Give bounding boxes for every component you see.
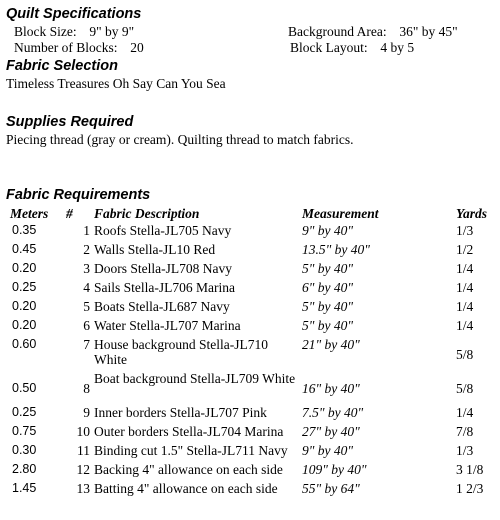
quilt-specifications-heading: Quilt Specifications bbox=[6, 6, 142, 22]
cell-number: 6 bbox=[83, 318, 90, 333]
cell-yards: 1/4 bbox=[456, 261, 474, 276]
cell-yards: 5/8 bbox=[456, 346, 474, 362]
table-row bbox=[6, 405, 494, 424]
table-header-row bbox=[6, 206, 494, 223]
fabric-selection-text: Timeless Treasures Oh Say Can You Sea bbox=[6, 76, 226, 91]
cell-yards: 1/2 bbox=[456, 242, 474, 257]
table-row bbox=[6, 280, 494, 299]
cell-number: 13 bbox=[76, 481, 90, 496]
cell-measurement: 5" by 40" bbox=[302, 318, 354, 333]
supplies-required-text: Piecing thread (gray or cream). Quilting thread to match fabrics. bbox=[6, 132, 354, 147]
cell-measurement: 27" by 40" bbox=[302, 424, 360, 439]
cell-measurement: 5" by 40" bbox=[302, 299, 354, 314]
cell-yards: 1/3 bbox=[456, 443, 474, 458]
cell-yards: 1/4 bbox=[456, 299, 474, 314]
cell-number: 8 bbox=[83, 380, 90, 396]
cell-fabric-description: Roofs Stella-JL705 Navy bbox=[94, 223, 232, 238]
cell-number: 11 bbox=[77, 443, 90, 458]
cell-measurement: 9" by 40" bbox=[302, 443, 354, 458]
cell-yards: 1/4 bbox=[456, 280, 474, 295]
block-layout-value: 4 by 5 bbox=[380, 40, 415, 55]
cell-fabric-description: Boats Stella-JL687 Navy bbox=[94, 299, 230, 314]
cell-measurement: 13.5" by 40" bbox=[302, 242, 370, 257]
cell-number: 7 bbox=[83, 337, 90, 352]
cell-meters: 0.20 bbox=[12, 299, 37, 313]
background-area-value: 36" by 45" bbox=[399, 24, 458, 39]
block-layout-label: Block Layout: bbox=[290, 40, 368, 55]
cell-measurement: 5" by 40" bbox=[302, 261, 354, 276]
cell-yards: 3 1/8 bbox=[456, 462, 484, 477]
cell-fabric-description: Sails Stella-JL706 Marina bbox=[94, 280, 235, 295]
cell-number: 3 bbox=[83, 261, 90, 276]
number-of-blocks-row bbox=[14, 40, 144, 56]
cell-fabric-description: Outer borders Stella-JL704 Marina bbox=[94, 424, 284, 439]
cell-measurement: 21" by 40" bbox=[302, 337, 360, 352]
block-size-label: Block Size: bbox=[14, 24, 77, 39]
column-header-measurement: Measurement bbox=[302, 206, 379, 221]
block-size-row bbox=[14, 24, 134, 40]
cell-meters: 0.20 bbox=[12, 318, 37, 332]
cell-yards: 1 2/3 bbox=[456, 481, 484, 496]
cell-yards: 7/8 bbox=[456, 424, 474, 439]
table-row bbox=[6, 318, 494, 337]
background-area-row bbox=[288, 24, 458, 40]
cell-meters: 0.45 bbox=[12, 242, 37, 256]
cell-fabric-description: Inner borders Stella-JL707 Pink bbox=[94, 405, 267, 420]
cell-number: 2 bbox=[83, 242, 90, 257]
cell-fabric-description: Batting 4" allowance on each side bbox=[94, 481, 278, 496]
number-of-blocks-value: 20 bbox=[130, 40, 144, 55]
cell-number: 5 bbox=[83, 299, 90, 314]
cell-meters: 0.75 bbox=[12, 424, 37, 438]
column-header-meters: Meters bbox=[10, 206, 49, 221]
cell-meters: 0.25 bbox=[12, 405, 37, 419]
cell-fabric-description: Boat background Stella-JL709 White bbox=[94, 371, 296, 386]
table-row bbox=[6, 371, 494, 405]
cell-fabric-description: Water Stella-JL707 Marina bbox=[94, 318, 241, 333]
cell-meters: 0.35 bbox=[12, 223, 37, 237]
cell-meters: 0.60 bbox=[12, 337, 37, 351]
cell-meters: 1.45 bbox=[12, 481, 37, 495]
table-row bbox=[6, 242, 494, 261]
cell-meters: 0.20 bbox=[12, 261, 37, 275]
cell-fabric-description: Doors Stella-JL708 Navy bbox=[94, 261, 232, 276]
cell-number: 4 bbox=[83, 280, 90, 295]
cell-fabric-description: Binding cut 1.5" Stella-JL711 Navy bbox=[94, 443, 288, 458]
cell-measurement: 109" by 40" bbox=[302, 462, 367, 477]
cell-meters: 0.50 bbox=[12, 380, 37, 395]
cell-yards: 1/3 bbox=[456, 223, 474, 238]
table-row bbox=[6, 337, 494, 371]
cell-fabric-description: Backing 4" allowance on each side bbox=[94, 462, 283, 477]
cell-number: 9 bbox=[83, 405, 90, 420]
cell-measurement: 16" by 40" bbox=[302, 380, 360, 396]
cell-yards: 1/4 bbox=[456, 318, 474, 333]
fabric-requirements-heading: Fabric Requirements bbox=[6, 187, 151, 203]
table-row bbox=[6, 443, 494, 462]
cell-measurement: 6" by 40" bbox=[302, 280, 354, 295]
block-size-value: 9" by 9" bbox=[89, 24, 135, 39]
table-row bbox=[6, 481, 494, 500]
fabric-selection-heading: Fabric Selection bbox=[6, 58, 119, 74]
cell-yards: 1/4 bbox=[456, 405, 474, 420]
background-area-label: Background Area: bbox=[288, 24, 387, 39]
cell-yards: 5/8 bbox=[456, 380, 474, 396]
cell-measurement: 55" by 64" bbox=[302, 481, 360, 496]
block-layout-row bbox=[290, 40, 414, 56]
cell-meters: 0.30 bbox=[12, 443, 37, 457]
cell-number: 10 bbox=[76, 424, 90, 439]
cell-number: 12 bbox=[76, 462, 90, 477]
cell-measurement: 7.5" by 40" bbox=[302, 405, 364, 420]
column-header-number: # bbox=[66, 206, 73, 221]
supplies-required-heading: Supplies Required bbox=[6, 114, 134, 130]
table-row bbox=[6, 261, 494, 280]
cell-number: 1 bbox=[83, 223, 90, 238]
column-header-yards: Yards bbox=[456, 206, 488, 221]
cell-meters: 0.25 bbox=[12, 280, 37, 294]
table-row bbox=[6, 424, 494, 443]
number-of-blocks-label: Number of Blocks: bbox=[14, 40, 118, 55]
table-row bbox=[6, 223, 494, 242]
cell-fabric-description: House background Stella-JL710 White bbox=[94, 337, 268, 367]
fabric-requirements-table bbox=[6, 206, 494, 500]
cell-fabric-description: Walls Stella-JL10 Red bbox=[94, 242, 216, 257]
cell-measurement: 9" by 40" bbox=[302, 223, 354, 238]
table-row bbox=[6, 462, 494, 481]
cell-meters: 2.80 bbox=[12, 462, 37, 476]
column-header-fabric-description: Fabric Description bbox=[94, 206, 200, 221]
table-row bbox=[6, 299, 494, 318]
